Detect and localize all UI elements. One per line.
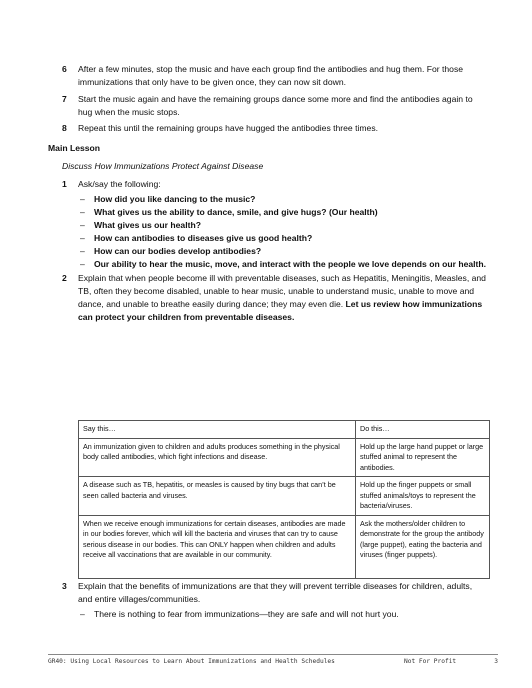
bullet-dash: – [80,207,85,217]
bullet-item: How can our bodies develop antibodies? [94,246,262,256]
table-cell: An immunization given to children and adults produces something in the physical body called antibodies, which fight infections and disease. [79,438,356,477]
sub-item: There is nothing to fear from immunizations—they are safe and will not hurt you. [94,609,399,619]
bullet-dash: – [80,194,85,204]
step-number: 7 [62,94,67,104]
table-cell: Hold up the large hand puppet or large stuffed animal to represent the antibodies. [356,438,490,477]
step-text-plain: Explain that when people become ill with preventable diseases, such as Hepatitis, Meningitis, Measles, and TB, often they become disabled, unable to hear music, unable to understand music, unable to move and dance, and unable to breathe easily during dance; they may even die. [78,273,486,309]
step-text: Explain that the benefits of immunizations are that they will prevent terrible diseases for children, adults, and entire villages/communities. [78,581,473,604]
footer-label: Not For Profit [404,658,457,665]
bullet-dash: – [80,220,85,230]
table-row [79,477,490,516]
footer-title: GR40: Using Local Resources to Learn About Immunizations and Health Schedules [48,658,335,665]
step-number: 8 [62,123,67,133]
table-header-cell: Do this… [356,421,490,439]
step-text: Repeat this until the remaining groups have hugged the antibodies three times. [78,123,379,133]
table-cell: Hold up the finger puppets or small stuffed animals/toys to represent the bacteria/viruses. [356,477,490,516]
bullet-dash: – [80,233,85,243]
table-cell: Ask the mothers/older children to demonstrate for the group the antibody (large puppet), eating the bacteria and viruses (finger puppets). [356,515,490,578]
step-number: 1 [62,179,67,189]
table-header-row [79,421,490,439]
bullet-dash: – [80,246,85,256]
step-intro: Ask/say the following: [78,179,161,189]
bullet-item: Our ability to hear the music, move, and interact with the people we love depends on our health. [94,259,487,269]
table-cell: When we receive enough immunizations for certain diseases, antibodies are made in our bodies forever, which will kill the bacteria and viruses that can try to cause serious disease in our bodies. This can ONLY happen when children and adults receive all vaccinations that are available in our community. [79,515,356,578]
table-row [79,438,490,477]
page-number: 3 [494,658,498,665]
bullet-item: How can antibodies to diseases give us good health? [94,233,313,243]
step-number: 2 [62,273,67,283]
table-row [79,515,490,578]
step-number: 6 [62,64,67,74]
table-cell: A disease such as TB, hepatitis, or measles is caused by tiny bugs that can’t be seen called bacteria and viruses. [79,477,356,516]
section-subheading: Discuss How Immunizations Protect Against Disease [62,161,264,171]
step-text: Start the music again and have the remaining groups dance some more and find the antibodies again to hug when the music stops. [78,94,473,117]
say-do-table [78,420,490,579]
step-text-bold: Let us review how immunizations can protect your children from preventable diseases. [78,299,483,322]
page-footer [48,654,498,665]
step-text: After a few minutes, stop the music and have each group find the antibodies and hug them. For those immunizations that only have to be given once, they can now sit down. [78,64,464,87]
bullet-item: What gives us the ability to dance, smile, and give hugs? (Our health) [94,207,378,217]
bullet-item: How did you like dancing to the music? [94,194,256,204]
table-header-cell: Say this… [79,421,356,439]
section-heading: Main Lesson [48,143,101,153]
bullet-dash: – [80,259,85,269]
step-text [78,272,488,324]
step-number: 3 [62,581,67,591]
bullet-item: What gives us our health? [94,220,201,230]
bullet-dash: – [80,609,85,619]
